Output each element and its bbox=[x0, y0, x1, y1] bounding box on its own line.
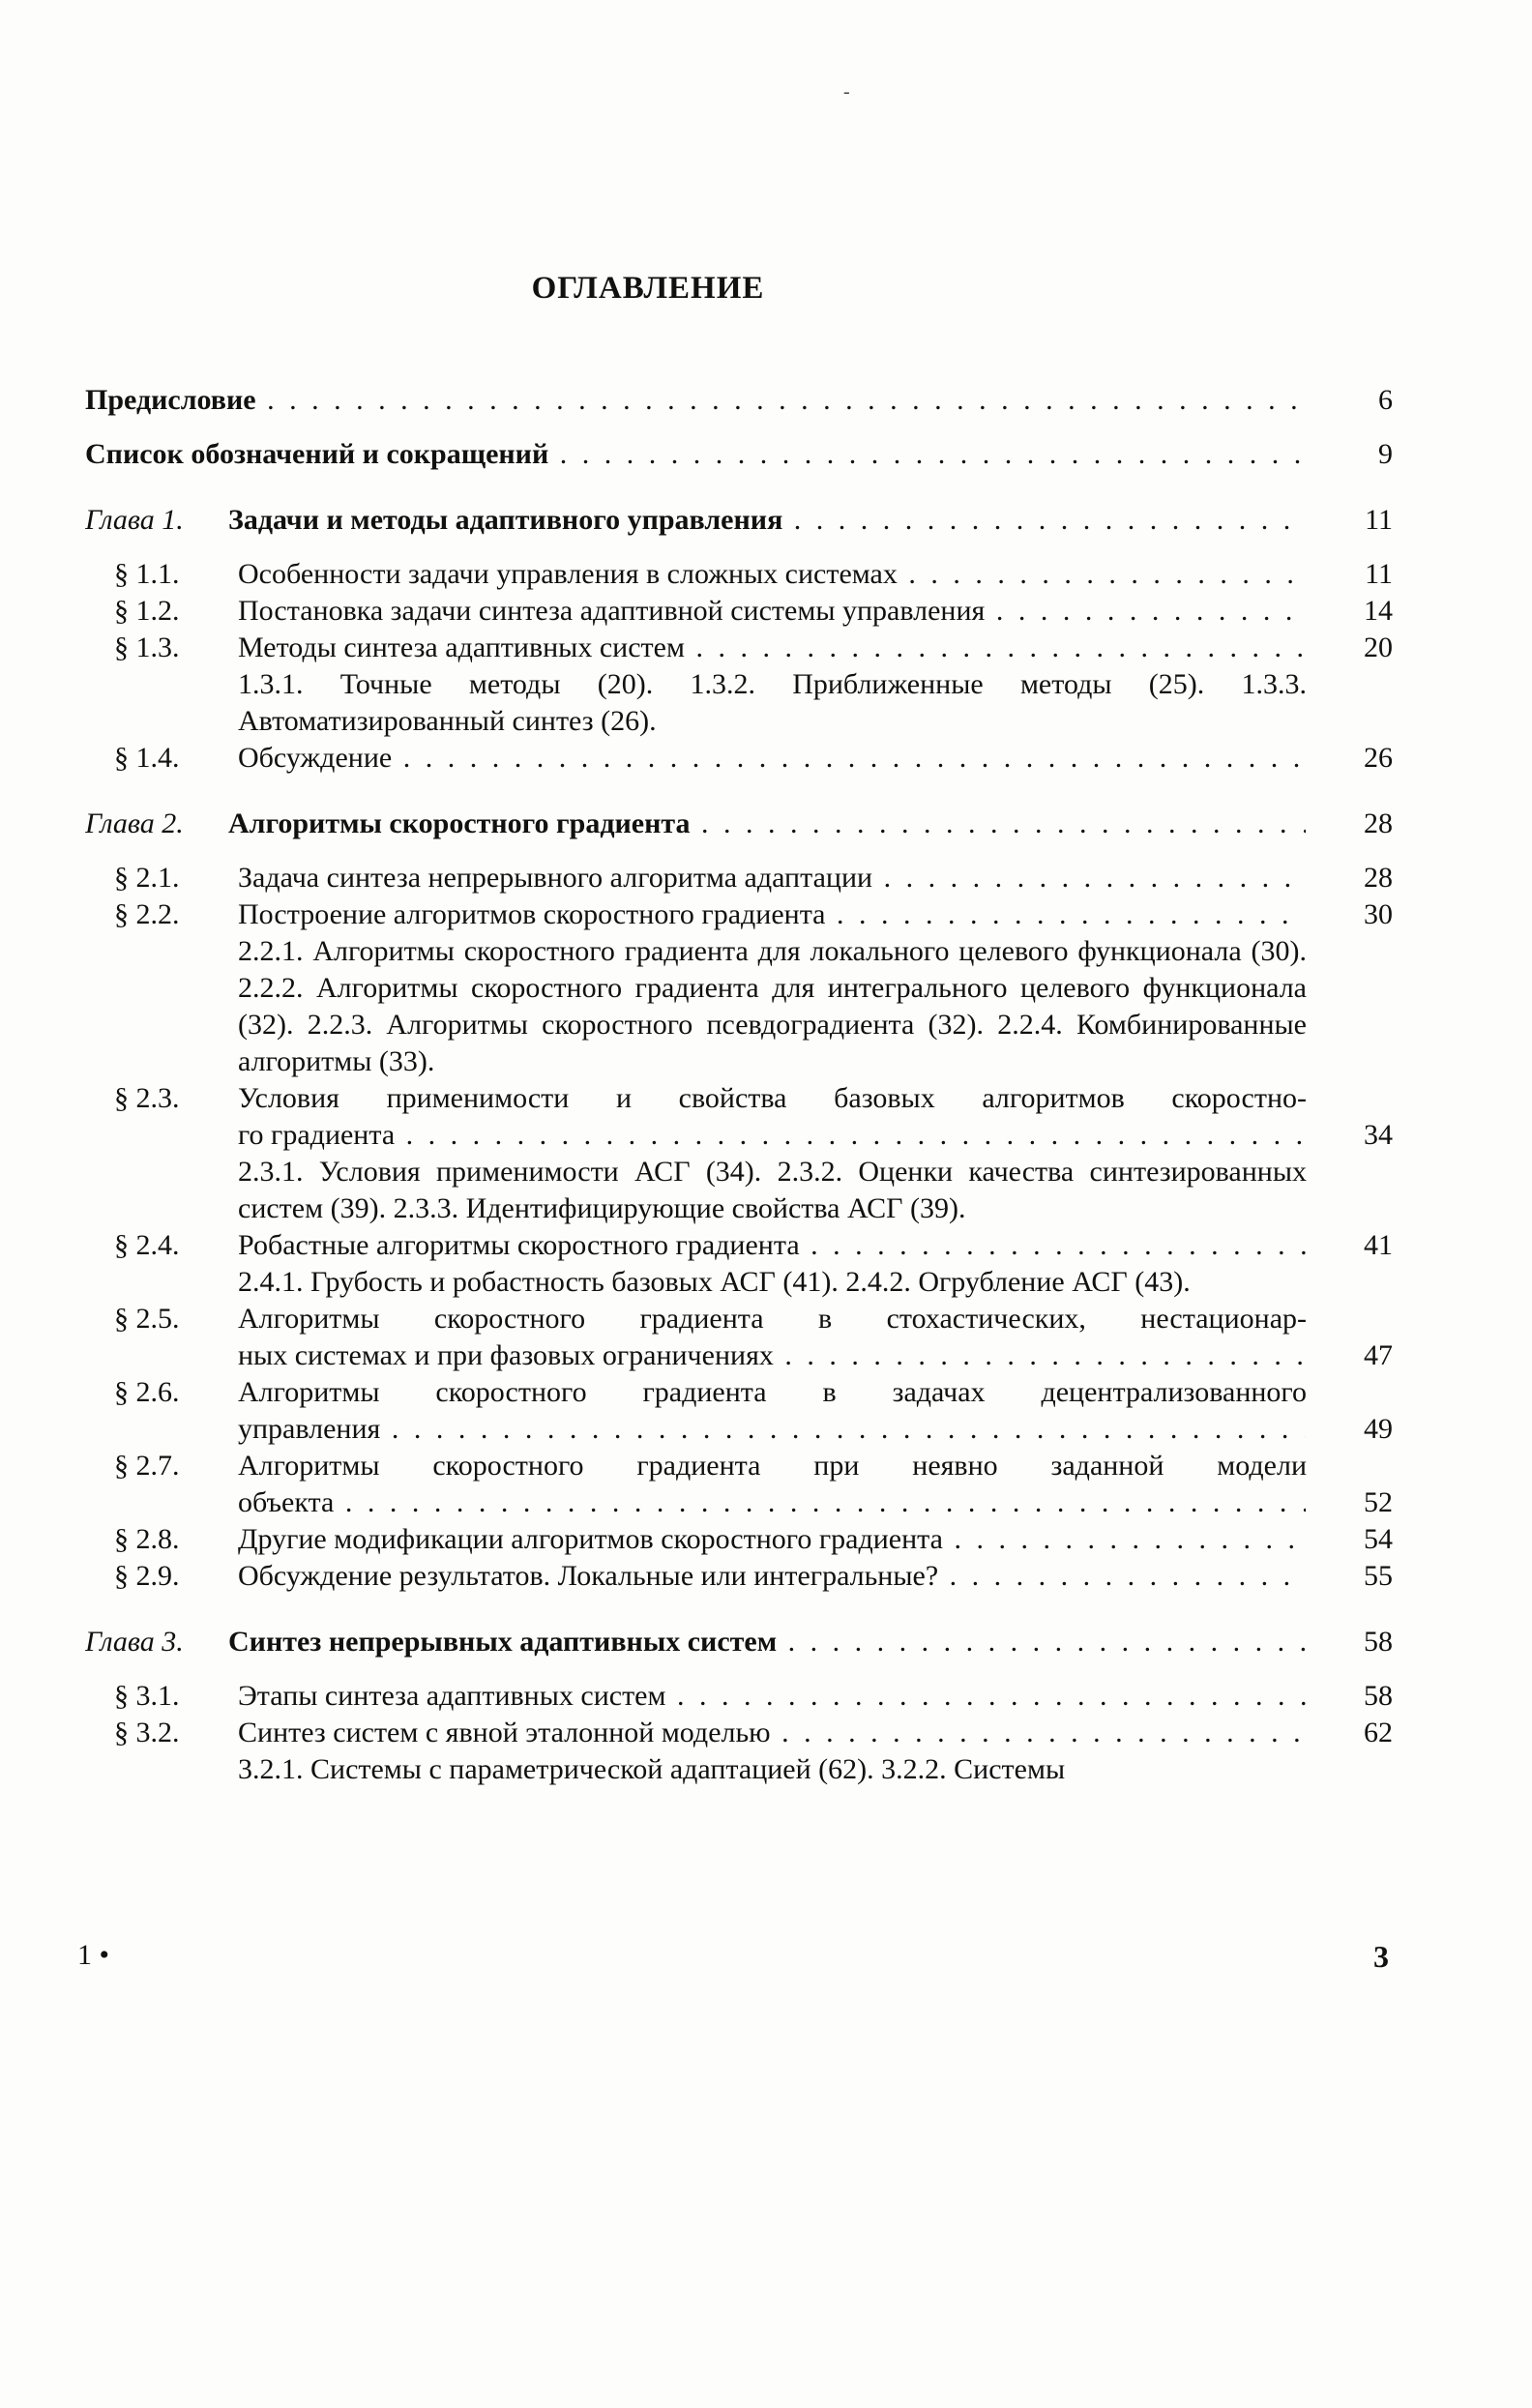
page-title: ОГЛАВЛЕНИЕ bbox=[531, 271, 765, 306]
toc-entry-title bbox=[85, 630, 1306, 666]
section-title: объекта bbox=[238, 1486, 335, 1518]
section-number: § 2.3. bbox=[114, 1082, 180, 1114]
front-title: Список обозначений и сокращений bbox=[85, 438, 549, 470]
toc-entry-title bbox=[85, 896, 1306, 933]
section-number: § 1.2. bbox=[114, 595, 180, 627]
toc-front-entry[interactable] bbox=[85, 436, 1439, 473]
chapter-label: Глава 3. bbox=[85, 1626, 184, 1658]
toc-section bbox=[85, 1715, 1439, 1788]
toc-entry-title bbox=[85, 1715, 1306, 1751]
toc-section-entry[interactable] bbox=[85, 896, 1439, 933]
section-title-first: Алгоритмы скоростного градиента в стохастических, нестационар- bbox=[238, 1303, 1307, 1335]
table-of-contents bbox=[85, 382, 1439, 1788]
toc-page-number: 34 bbox=[1364, 1119, 1393, 1151]
toc-page-number: 49 bbox=[1364, 1413, 1393, 1445]
toc-section bbox=[85, 1080, 1439, 1227]
toc-page-number: 28 bbox=[1364, 862, 1393, 894]
toc-section-entry[interactable] bbox=[85, 1715, 1439, 1751]
toc-entry-title bbox=[238, 1411, 1306, 1448]
toc-entry-title bbox=[85, 436, 1306, 473]
chapter-label: Глава 1. bbox=[85, 504, 184, 536]
toc-section-entry[interactable] bbox=[85, 1521, 1439, 1558]
section-title: Задача синтеза непрерывного алгоритма адаптации bbox=[238, 862, 873, 894]
section-first-line bbox=[85, 1080, 1439, 1117]
section-title: Обсуждение результатов. Локальные или интегральные? bbox=[238, 1560, 939, 1592]
section-title: ных системах и при фазовых ограничениях bbox=[238, 1339, 774, 1371]
toc-section-entry[interactable] bbox=[85, 1411, 1439, 1448]
toc-section bbox=[85, 556, 1439, 593]
toc-section bbox=[85, 630, 1439, 740]
toc-section bbox=[85, 740, 1439, 777]
toc-page-number: 58 bbox=[1364, 1626, 1393, 1658]
section-title: Особенности задачи управления в сложных системах bbox=[238, 558, 898, 590]
toc-entry-title bbox=[85, 1678, 1306, 1715]
section-title: Этапы синтеза адаптивных систем bbox=[238, 1680, 666, 1712]
toc-entry-title bbox=[85, 1558, 1306, 1595]
section-number: § 1.4. bbox=[114, 742, 180, 774]
toc-section-entry[interactable] bbox=[85, 1678, 1439, 1715]
toc-section bbox=[85, 1558, 1439, 1595]
toc-section bbox=[85, 1448, 1439, 1521]
toc-section-entry[interactable] bbox=[85, 593, 1439, 630]
scan-speck: - bbox=[843, 81, 850, 103]
section-number: § 2.5. bbox=[114, 1303, 180, 1335]
section-title: Постановка задачи синтеза адаптивной системы управления bbox=[238, 595, 986, 627]
front-title: Предисловие bbox=[85, 384, 256, 416]
subsection-list: 2.2.1. Алгоритмы скоростного градиента для локального целевого функционала (30). 2.2.2. Алгоритмы скоростного градиента для интегрального целевого функционала (32). 2.2.3. Алгоритмы скоростного псевдоградиента (32). 2.2.4. Комбинированные алгоритмы (33). bbox=[238, 935, 1307, 1077]
toc-section bbox=[85, 593, 1439, 630]
section-first-line bbox=[85, 1374, 1439, 1411]
section-number: § 2.7. bbox=[114, 1450, 180, 1482]
toc-page-number: 47 bbox=[1364, 1339, 1393, 1371]
toc-page-number: 30 bbox=[1364, 898, 1393, 930]
toc-entry-title bbox=[238, 1117, 1306, 1154]
section-title: управления bbox=[238, 1413, 381, 1445]
section-title-first: Алгоритмы скоростного градиента в задачах децентрализованного bbox=[238, 1376, 1307, 1408]
section-title: Другие модификации алгоритмов скоростного градиента bbox=[238, 1523, 943, 1555]
subsection-list: 1.3.1. Точные методы (20). 1.3.2. Приближенные методы (25). 1.3.3. Автоматизированный синтез (26). bbox=[238, 668, 1307, 737]
section-title: Обсуждение bbox=[238, 742, 393, 774]
toc-page-number: 54 bbox=[1364, 1523, 1393, 1555]
toc-entry-title bbox=[85, 860, 1306, 896]
section-title: Робастные алгоритмы скоростного градиента bbox=[238, 1229, 800, 1261]
toc-chapter-entry[interactable] bbox=[85, 806, 1439, 842]
toc-section bbox=[85, 1227, 1439, 1301]
subsection-list: 3.2.1. Системы с параметрической адаптацией (62). 3.2.2. Системы bbox=[238, 1753, 1066, 1785]
toc-page-number: 20 bbox=[1364, 631, 1393, 663]
section-number: § 2.2. bbox=[114, 898, 180, 930]
toc-section-entry[interactable] bbox=[85, 860, 1439, 896]
toc-entry-title bbox=[85, 1624, 1306, 1660]
toc-section bbox=[85, 896, 1439, 1080]
toc-entry-title bbox=[85, 806, 1306, 842]
toc-page-number: 41 bbox=[1364, 1229, 1393, 1261]
subsection-list: 2.3.1. Условия применимости АСГ (34). 2.3.2. Оценки качества синтезированных систем (39). 2.3.3. Идентифицирующие свойства АСГ (39). bbox=[238, 1156, 1307, 1224]
toc-section-entry[interactable] bbox=[85, 630, 1439, 666]
section-title-first: Алгоритмы скоростного градиента при неявно заданной модели bbox=[238, 1450, 1307, 1482]
section-title: Синтез систем с явной эталонной моделью bbox=[238, 1717, 771, 1748]
toc-section bbox=[85, 1374, 1439, 1448]
toc-section-entry[interactable] bbox=[85, 1117, 1439, 1154]
chapter-title: Задачи и методы адаптивного управления bbox=[228, 504, 783, 536]
section-title: го градиента bbox=[238, 1119, 396, 1151]
toc-entry-title bbox=[85, 556, 1306, 593]
section-title: Построение алгоритмов скоростного градиента bbox=[238, 898, 826, 930]
section-title: Методы синтеза адаптивных систем bbox=[238, 631, 685, 663]
toc-section-entry[interactable] bbox=[85, 1484, 1439, 1521]
toc-page-number: 55 bbox=[1364, 1560, 1393, 1592]
toc-entry-title bbox=[85, 1521, 1306, 1558]
section-number: § 2.8. bbox=[114, 1523, 180, 1555]
toc-entry-title bbox=[85, 382, 1306, 419]
toc-page-number: 26 bbox=[1364, 742, 1393, 774]
chapter-label: Глава 2. bbox=[85, 808, 184, 839]
toc-entry-title bbox=[85, 502, 1306, 539]
section-number: § 2.9. bbox=[114, 1560, 180, 1592]
toc-section-entry[interactable] bbox=[85, 1227, 1439, 1264]
section-first-line bbox=[85, 1301, 1439, 1337]
toc-page-number: 28 bbox=[1364, 808, 1393, 839]
toc-page-number: 9 bbox=[1378, 438, 1393, 470]
toc-page-number: 52 bbox=[1364, 1486, 1393, 1518]
section-number: § 3.1. bbox=[114, 1680, 180, 1712]
section-number: § 2.6. bbox=[114, 1376, 180, 1408]
toc-page-number: 14 bbox=[1364, 595, 1393, 627]
chapter-title: Алгоритмы скоростного градиента bbox=[228, 808, 691, 839]
section-number: § 2.4. bbox=[114, 1229, 180, 1261]
toc-page-number: 11 bbox=[1365, 558, 1393, 590]
section-number: § 1.3. bbox=[114, 631, 180, 663]
toc-entry-title bbox=[85, 740, 1306, 777]
section-first-line bbox=[85, 1448, 1439, 1484]
toc-entry-title bbox=[85, 1227, 1306, 1264]
toc-page-number: 6 bbox=[1378, 384, 1393, 416]
toc-chapter-entry[interactable] bbox=[85, 1624, 1439, 1660]
toc-section bbox=[85, 1301, 1439, 1374]
toc-page-number: 62 bbox=[1364, 1717, 1393, 1748]
section-number: § 2.1. bbox=[114, 862, 180, 894]
toc-page-number: 58 bbox=[1364, 1680, 1393, 1712]
section-number: § 1.1. bbox=[114, 558, 180, 590]
footer-signature-mark: 1 • bbox=[77, 1939, 110, 1971]
subsection-list: 2.4.1. Грубость и робастность базовых АСГ (41). 2.4.2. Огрубление АСГ (43). bbox=[238, 1266, 1191, 1298]
toc-section bbox=[85, 860, 1439, 896]
toc-section-entry[interactable] bbox=[85, 1337, 1439, 1374]
page-number: 3 bbox=[1373, 1939, 1389, 1974]
toc-entry-title bbox=[238, 1337, 1306, 1374]
toc-entry-title bbox=[85, 593, 1306, 630]
toc-section-entry[interactable] bbox=[85, 556, 1439, 593]
section-title-first: Условия применимости и свойства базовых алгоритмов скоростно- bbox=[238, 1082, 1307, 1114]
toc-section bbox=[85, 1521, 1439, 1558]
chapter-title: Синтез непрерывных адаптивных систем bbox=[228, 1626, 778, 1658]
section-number: § 3.2. bbox=[114, 1717, 180, 1748]
toc-front-entry[interactable] bbox=[85, 382, 1439, 419]
toc-section bbox=[85, 1678, 1439, 1715]
toc-entry-title bbox=[238, 1484, 1306, 1521]
toc-section-entry[interactable] bbox=[85, 1558, 1439, 1595]
toc-page-number: 11 bbox=[1365, 504, 1393, 536]
toc-section-entry[interactable] bbox=[85, 740, 1439, 777]
toc-chapter-entry[interactable] bbox=[85, 502, 1439, 539]
